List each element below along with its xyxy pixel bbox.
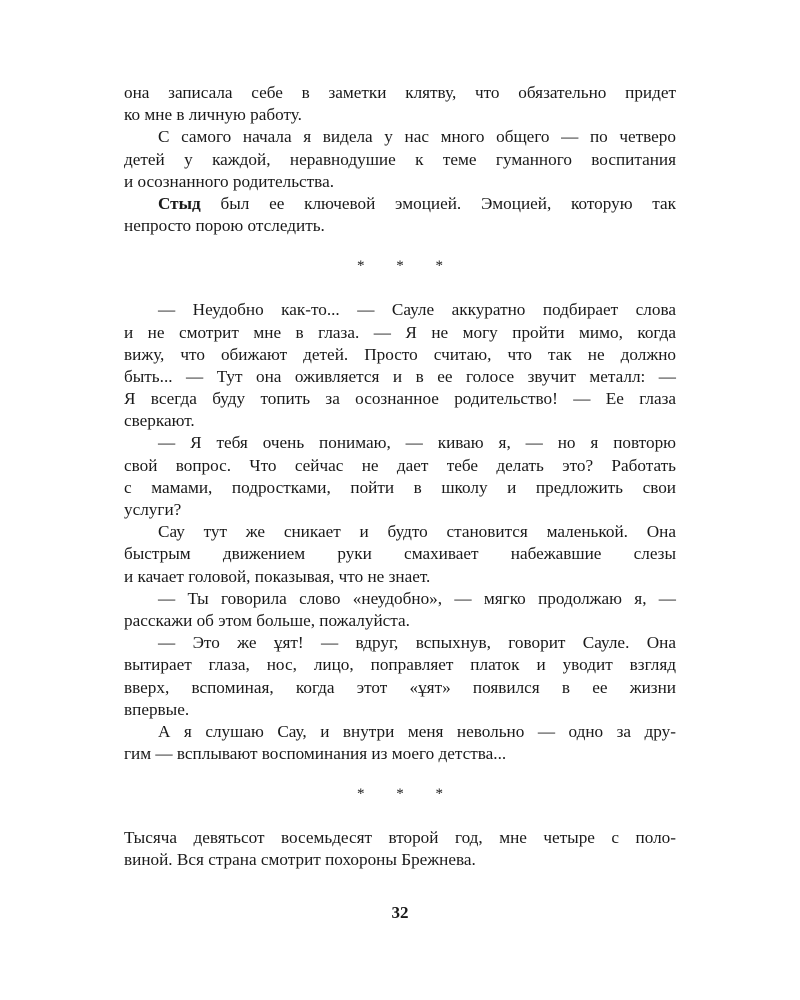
text-line: — Я тебя очень понимаю, — киваю я, — но я повторю [158, 433, 676, 453]
text-fragment: был ее ключевой эмоцией. Эмоцией, которую так [200, 193, 676, 213]
emphasis-word: Стыд [158, 193, 201, 213]
book-page-text [124, 82, 676, 872]
page-number: 32 [391, 903, 409, 922]
text-line: свой вопрос. Что сейчас не дает тебе делать это? Работать [124, 455, 676, 475]
text-line: непросто порою отследить. [124, 216, 325, 236]
text-line: вытирает глаза, нос, лицо, поправляет платок и уводит взгляд [124, 655, 676, 675]
text-line: С самого начала я видела у нас много общего — по четверо [158, 127, 676, 147]
text-line: и качает головой, показывая, что не знает. [124, 566, 431, 586]
text-line: впервые. [124, 699, 190, 719]
text-line: вижу, что обижают детей. Просто считаю, что так не должно [124, 344, 676, 364]
text-line: ко мне в личную работу. [124, 105, 302, 125]
text-line: быть... — Тут она оживляется и в ее голосе звучит металл: — [124, 366, 676, 386]
text-line: Сау тут же сникает и будто становится маленькой. Она [158, 522, 676, 542]
text-line: и осознанного родительства. [124, 171, 335, 191]
text-line: виной. Вся страна смотрит похороны Брежнева. [124, 850, 476, 870]
text-line: сверкают. [124, 411, 195, 431]
text-line: Я всегда буду топить за осознанное родительство! — Ее глаза [124, 389, 676, 409]
text-line: гим — всплывают воспоминания из моего детства... [124, 744, 507, 764]
text-line: она записала себе в заметки клятву, что обязательно придет [124, 83, 676, 102]
section-separator: * * * [357, 258, 457, 275]
text-line: А я слушаю Сау, и внутри меня невольно — одно за дру- [158, 721, 676, 741]
section-separator: * * * [357, 786, 457, 803]
text-line: и не смотрит мне в глаза. — Я не могу пройти мимо, когда [124, 322, 676, 342]
text-line: детей у каждой, неравнодушие к теме гуманного воспитания [124, 149, 676, 169]
text-line: — Ты говорила слово «неудобно», — мягко продолжаю я, — [158, 588, 676, 608]
text-line: быстрым движением руки смахивает набежавшие слезы [124, 544, 676, 564]
text-line: Тысяча девятьсот восемьдесят второй год, мне четыре с поло- [124, 828, 676, 848]
text-line: вверх, вспоминая, когда этот «ұят» появился в ее жизни [124, 677, 676, 697]
text-line: расскажи об этом больше, пожалуйста. [124, 610, 410, 630]
text-line: — Неудобно как-то... — Сауле аккуратно подбирает слова [158, 300, 676, 320]
text-line: — Это же ұят! — вдруг, вспыхнув, говорит Сауле. Она [158, 633, 676, 653]
text-line: с мамами, подростками, пойти в школу и предложить свои [124, 477, 676, 497]
text-line: услуги? [124, 500, 182, 519]
text-line [124, 193, 676, 215]
